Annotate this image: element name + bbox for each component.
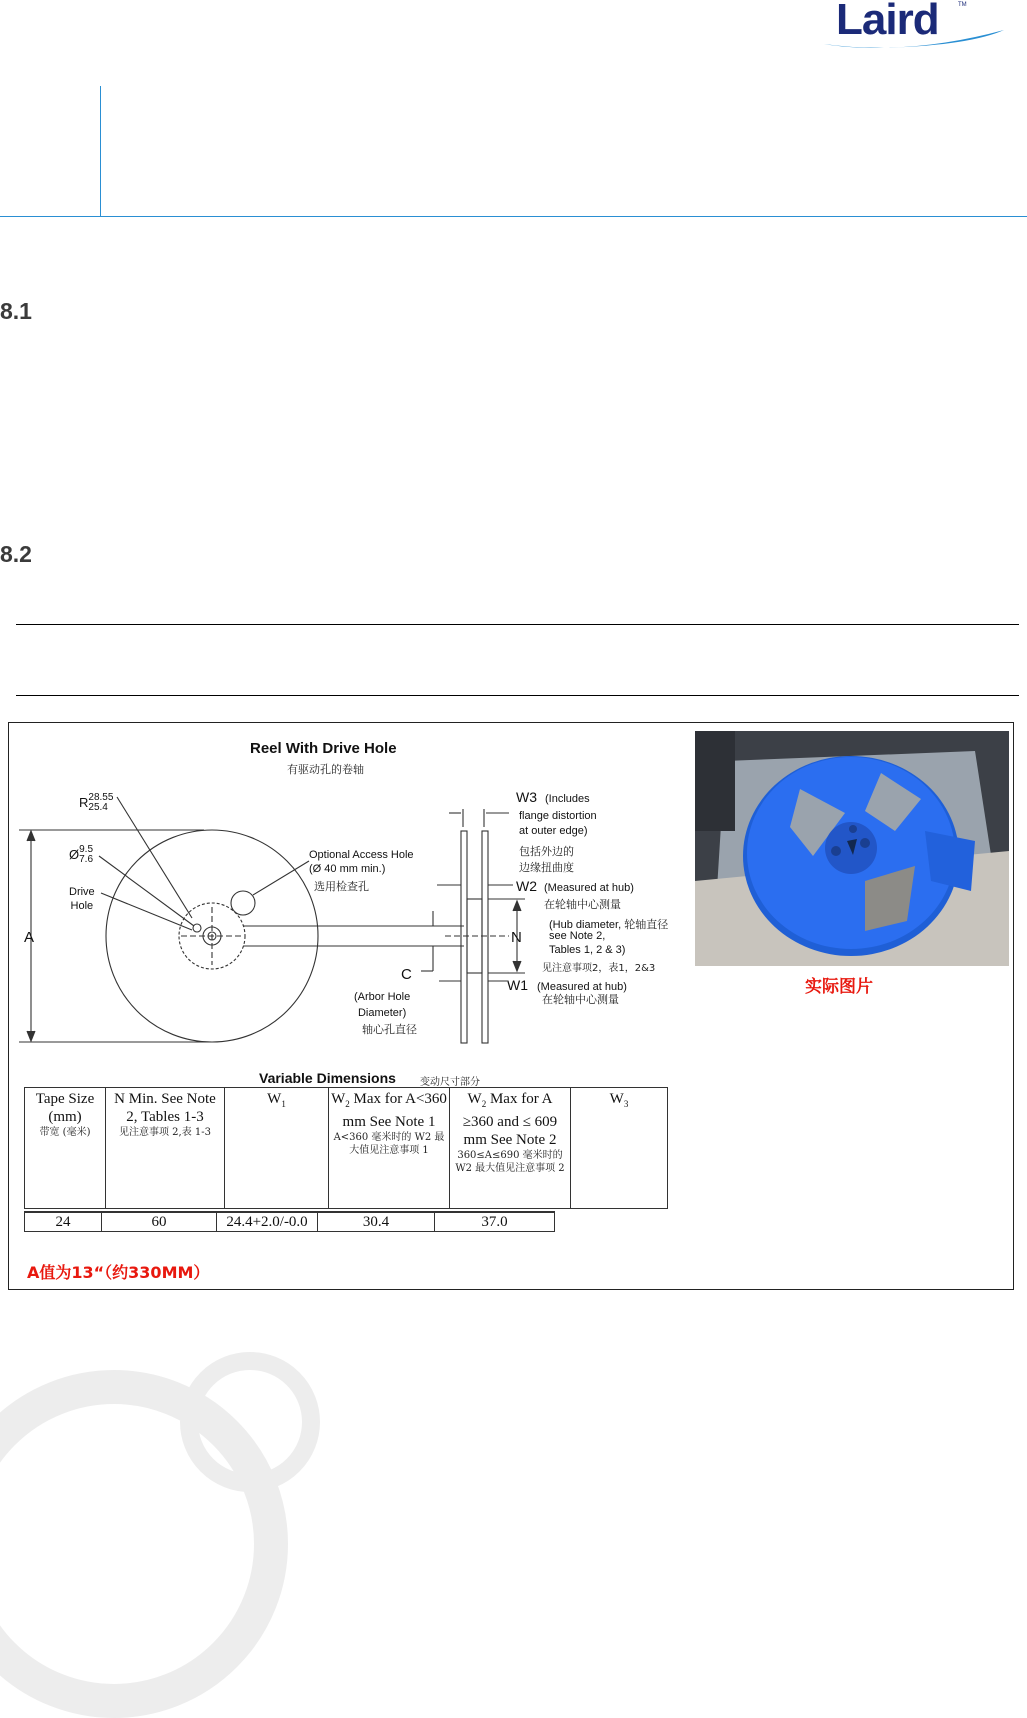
variable-dimensions-title: Variable Dimensions	[259, 1070, 396, 1086]
optional-access-hole-label: Optional Access Hole (Ø 40 mm min.)	[309, 849, 414, 875]
w2-label: W2	[516, 878, 537, 894]
n-cn-2: 见注意事项2，表1，2&3	[542, 963, 656, 974]
reel-figure	[8, 722, 1014, 1290]
arbor-hole-label: (Arbor Hole Diameter)	[354, 991, 411, 1019]
header-divider-horizontal	[0, 216, 1027, 217]
w3-cn-2: 边缘扭曲度	[519, 861, 574, 874]
a-value-note: A值为13“（约330MM）	[27, 1263, 210, 1282]
logo-text: Laird	[836, 0, 939, 44]
table-rule-bottom	[16, 695, 1019, 696]
w2-desc: (Measured at hub)	[544, 882, 634, 894]
header-tape-size: Tape Size (mm) 带宽 (毫米)	[25, 1088, 106, 1209]
c-label: C	[401, 966, 412, 983]
photo-caption: 实际图片	[805, 977, 873, 997]
table-rule-top	[16, 624, 1019, 625]
value-w2-360-to-609: 37.0	[435, 1212, 555, 1232]
w3-desc-2: flange distortion	[519, 810, 597, 822]
dimensions-header-table	[24, 1087, 668, 1209]
drive-hole-label: Drive Hole	[69, 886, 95, 912]
n-desc-3: Tables 1, 2 & 3)	[549, 944, 626, 956]
a-dimension-label: A	[24, 929, 35, 946]
w1-cn: 在轮轴中心测量	[542, 993, 619, 1006]
w3-desc-1: (Includes	[545, 793, 590, 805]
header-n-min: N Min. See Note 2, Tables 1-3 见注意事项 2,表 1-3	[106, 1088, 225, 1209]
n-desc-2: see Note 2,	[549, 930, 606, 942]
phi-label: Ø 9.5 7.6	[69, 844, 94, 865]
n-label: N	[511, 929, 522, 946]
section-number-8-1: 8.1	[0, 298, 32, 324]
value-w2-under-360: 30.4	[318, 1212, 435, 1232]
w1-desc: (Measured at hub)	[537, 981, 627, 993]
logo-trademark: TM	[958, 2, 967, 8]
value-w1: 24.4+2.0/-0.0	[217, 1212, 318, 1232]
header-divider-vertical	[100, 86, 101, 217]
dimensions-values-table	[24, 1211, 555, 1232]
w1-label: W1	[507, 977, 528, 993]
reel-photo-image	[695, 731, 1009, 966]
header-w1: $W_1$	[225, 1088, 329, 1209]
w3-label: W3	[516, 789, 537, 805]
w2-cn: 在轮轴中心测量	[544, 898, 621, 911]
header-w2-under-360: $W_2$ Max for A<360 mm See Note 1 A<360 毫米时的 W2 最大值见注意事项 1	[329, 1088, 450, 1209]
table-row	[25, 1212, 555, 1232]
value-n-min: 60	[102, 1212, 217, 1232]
arbor-hole-cn: 轴心孔直径	[362, 1023, 417, 1036]
value-tape-size: 24	[25, 1212, 102, 1232]
radius-label: R 28.55 25.4	[79, 792, 114, 813]
w3-cn-1: 包括外边的	[519, 845, 574, 858]
section-number-8-2: 8.2	[0, 541, 32, 567]
w3-desc-3: at outer edge)	[519, 825, 588, 837]
variable-dimensions-title-cn: 变动尺寸部分	[420, 1077, 480, 1088]
header-w3: $W_3$	[571, 1088, 668, 1209]
optional-access-hole-cn: 选用检查孔	[314, 880, 369, 893]
figure-title: Reel With Drive Hole	[250, 740, 397, 757]
figure-title-cn: 有驱动孔的卷轴	[287, 763, 364, 776]
reel-photo	[695, 731, 1009, 966]
header-w2-360-to-609: $W_2$ Max for A ≥360 and ≤ 609 mm See Note 2 360≤A≤690 毫米时的 W2 最大值见注意事项 2	[450, 1088, 571, 1209]
n-desc-1: (Hub diameter, 轮轴直径	[549, 918, 669, 931]
watermark-circle-small	[180, 1352, 320, 1492]
